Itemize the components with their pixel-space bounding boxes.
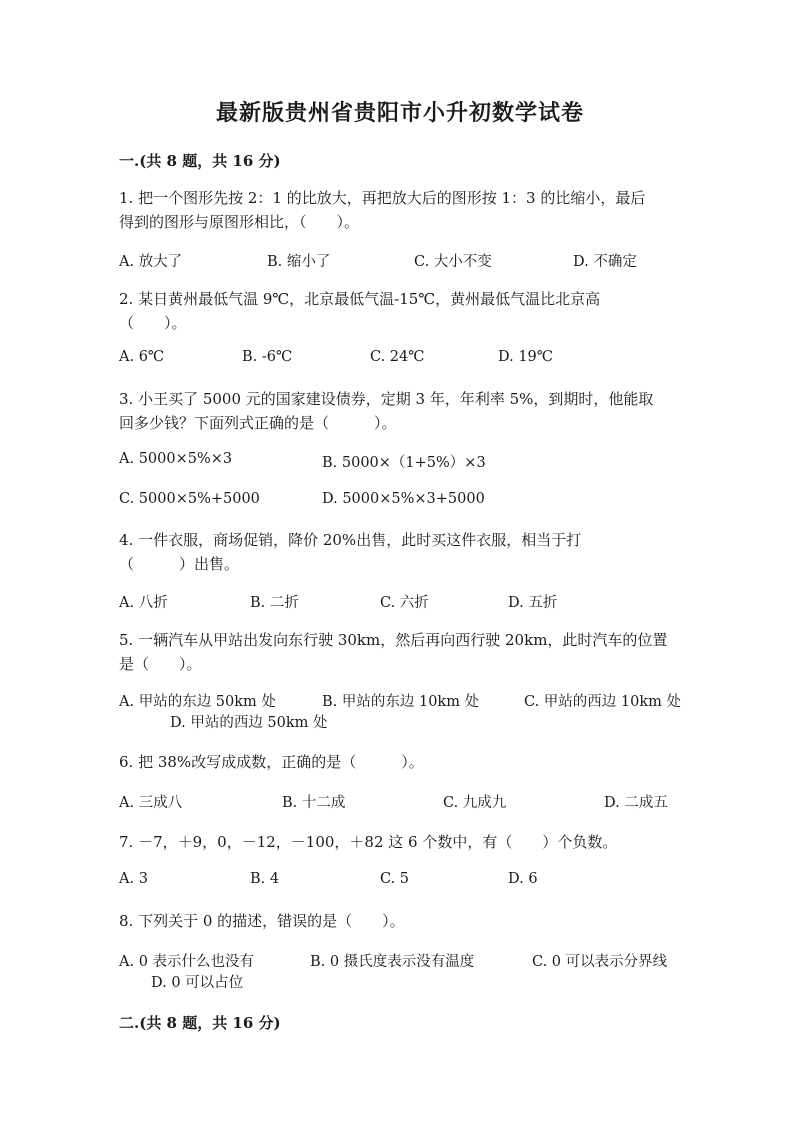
option-a: A. 八折	[119, 595, 168, 611]
option-a: A. 0 表示什么也没有	[119, 954, 255, 970]
question-7	[119, 830, 679, 854]
question-8	[119, 909, 679, 933]
option-b: B. 0 摄氏度表示没有温度	[310, 954, 475, 970]
option-b: B. 5000×（1+5%）×3	[322, 455, 486, 471]
question-text: （ ）。	[119, 314, 187, 332]
option-d: D. 五折	[508, 595, 558, 611]
option-a: A. 3	[119, 871, 148, 887]
option-b: B. 十二成	[282, 795, 346, 811]
option-d: D. 二成五	[604, 795, 668, 811]
option-a: A. 6℃	[119, 349, 165, 365]
question-5	[119, 628, 679, 676]
option-c: C. 5	[380, 871, 410, 887]
option-c: C. 大小不变	[414, 254, 492, 270]
question-4	[119, 528, 679, 576]
section-heading-2: 二.(共 8 题，共 16 分)	[119, 1014, 281, 1032]
section-heading-1: 一.(共 8 题，共 16 分)	[119, 152, 281, 170]
question-text: 3. 小王买了 5000 元的国家建设债券，定期 3 年，年利率 5%，到期时，他能取	[119, 390, 654, 408]
option-b: B. 4	[250, 871, 280, 887]
question-text: 7. －7，＋9，0，－12，－100，＋82 这 6 个数中，有（ ）个负数。	[119, 833, 618, 851]
option-a: A. 甲站的东边 50km 处	[119, 694, 276, 710]
option-d: D. 0 可以占位	[151, 975, 244, 991]
option-d: D. 6	[508, 871, 538, 887]
option-c: C. 六折	[380, 595, 429, 611]
option-a: A. 5000×5%×3	[119, 451, 233, 467]
question-text: 6. 把 38%改写成成数，正确的是（ ）。	[119, 753, 424, 771]
option-d: D. 不确定	[573, 254, 637, 270]
option-c: C. 甲站的西边 10km 处	[524, 694, 682, 710]
option-b: B. 缩小了	[267, 254, 331, 270]
question-3	[119, 387, 679, 435]
option-b: B. 二折	[250, 595, 299, 611]
option-c: C. 0 可以表示分界线	[532, 954, 668, 970]
question-1	[119, 186, 679, 234]
option-b: B. -6℃	[242, 349, 293, 365]
question-2	[119, 287, 679, 335]
option-a: A. 三成八	[119, 795, 183, 811]
option-c: C. 5000×5%+5000	[119, 491, 260, 507]
option-d: D. 19℃	[498, 349, 553, 365]
question-text: （ ）出售。	[119, 555, 240, 573]
question-text: 5. 一辆汽车从甲站出发向东行驶 30km，然后再向西行驶 20km，此时汽车的位置	[119, 631, 668, 649]
option-c: C. 九成九	[443, 795, 507, 811]
question-text: 1. 把一个图形先按 2：1 的比放大，再把放大后的图形按 1：3 的比缩小，最后	[119, 189, 646, 207]
question-6	[119, 750, 679, 774]
question-text: 回多少钱？下面列式正确的是（ ）。	[119, 414, 397, 432]
option-b: B. 甲站的东边 10km 处	[322, 694, 480, 710]
page-title: 最新版贵州省贵阳市小升初数学试卷	[215, 100, 584, 126]
option-d: D. 5000×5%×3+5000	[322, 491, 485, 507]
question-text: 4. 一件衣服，商场促销，降价 20%出售，此时买这件衣服，相当于打	[119, 531, 582, 549]
question-text: 是（ ）。	[119, 655, 202, 673]
option-c: C. 24℃	[370, 349, 425, 365]
option-a: A. 放大了	[119, 254, 183, 270]
question-text: 8. 下列关于 0 的描述，错误的是（ ）。	[119, 912, 405, 930]
question-text: 2. 某日黄州最低气温 9℃，北京最低气温-15℃，黄州最低气温比北京高	[119, 290, 601, 308]
question-text: 得到的图形与原图形相比，（ ）。	[119, 213, 360, 231]
option-d: D. 甲站的西边 50km 处	[170, 715, 328, 731]
